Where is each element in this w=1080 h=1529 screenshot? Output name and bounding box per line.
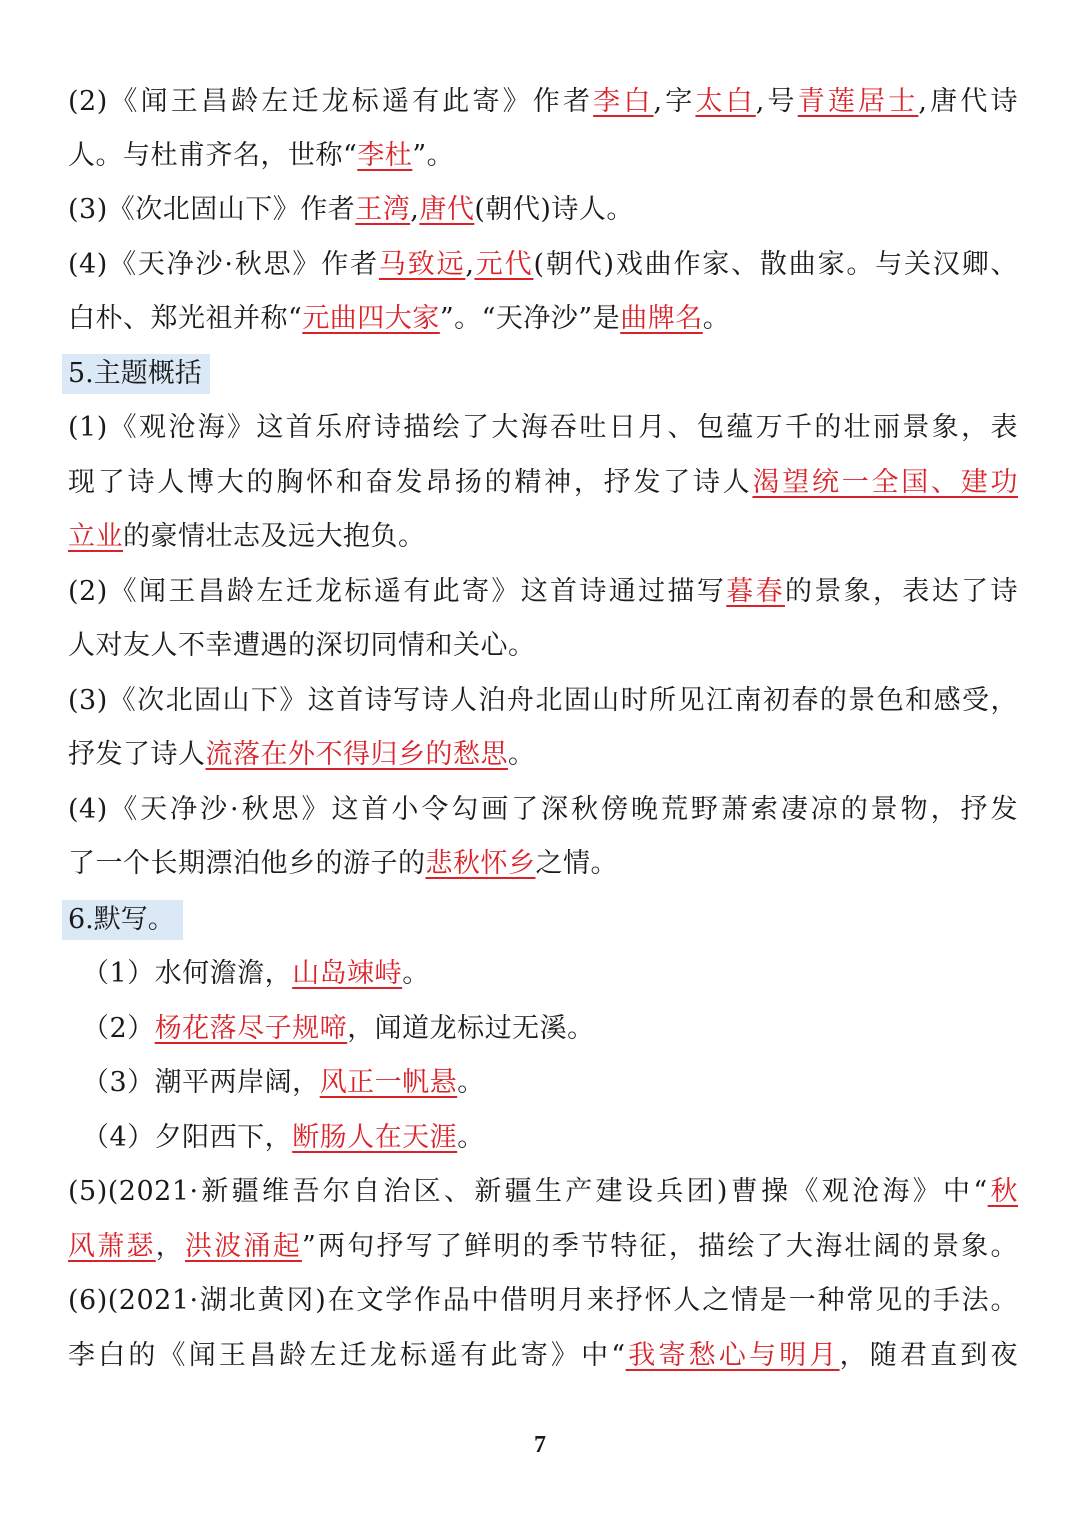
line-text: 的豪情壮志及远大抱负。 xyxy=(123,521,426,552)
answer-text: 秋 xyxy=(987,1176,1018,1207)
text-line xyxy=(82,954,1032,994)
line-text: （3）潮平两岸阔， xyxy=(82,1067,320,1098)
line-text: 的景象，表达了诗 xyxy=(784,576,1019,607)
line-text: 人对友人不幸遭遇的深切同情和关心。 xyxy=(68,630,536,661)
line-text: （4）夕阳西下， xyxy=(82,1122,293,1153)
text-line xyxy=(82,1009,1032,1049)
line-text: 了一个长期漂泊他乡的游子的 xyxy=(68,848,426,879)
line-text: 。 xyxy=(702,303,731,334)
answer-text: 李杜 xyxy=(357,140,413,171)
text-line xyxy=(68,844,1018,884)
text-line xyxy=(68,517,1018,557)
answer-text: 曲牌名 xyxy=(620,303,703,334)
line-text: , xyxy=(465,249,475,280)
line-text: (6)(2021·湖北黄冈)在文学作品中借明月来抒怀人之情是一种常见的手法。 xyxy=(68,1285,1018,1316)
line-text: ， xyxy=(155,1231,185,1262)
text-line xyxy=(68,1227,1018,1267)
text-line xyxy=(68,626,1018,666)
text-line xyxy=(68,463,1018,503)
text-line xyxy=(68,572,1018,612)
line-text: (4)《天净沙·秋思》这首小令勾画了深秋傍晚荒野萧索凄凉的景物，抒发 xyxy=(68,794,1018,825)
line-text: 。 xyxy=(508,739,536,770)
text-line xyxy=(68,790,1018,830)
answer-text: 渴望统一全国、建功 xyxy=(752,467,1019,498)
answer-text: 元代 xyxy=(474,249,534,280)
line-text: ”。“天净沙”是 xyxy=(439,303,621,334)
text-line xyxy=(68,299,1018,339)
line-text: ,号 xyxy=(755,86,798,117)
answer-text: 暮春 xyxy=(726,576,785,607)
answer-text: 唐代 xyxy=(419,194,475,225)
answer-text: 马致远 xyxy=(378,249,466,280)
answer-text: 李白 xyxy=(593,86,654,117)
answer-text: 洪波涌起 xyxy=(184,1231,302,1262)
page-number: 7 xyxy=(534,1432,546,1458)
text-line xyxy=(68,190,1018,230)
answer-text: 杨花落尽子规啼 xyxy=(154,1013,348,1044)
line-text: (2)《闻王昌龄左迁龙标遥有此寄》作者 xyxy=(68,86,594,117)
line-text: (朝代)诗人。 xyxy=(474,194,634,225)
line-text: （1）水何澹澹， xyxy=(82,958,293,989)
answer-text: 太白 xyxy=(695,86,756,117)
line-text: （2） xyxy=(82,1013,155,1044)
text-line xyxy=(68,82,1018,122)
answer-text: 风萧瑟 xyxy=(68,1231,156,1262)
answer-text: 山岛竦峙 xyxy=(292,958,403,989)
text-line xyxy=(82,1118,1032,1158)
line-text: 之情。 xyxy=(535,848,618,879)
line-text: 人。与杜甫齐名，世称“ xyxy=(68,140,358,171)
line-text: 。 xyxy=(457,1122,485,1153)
text-line xyxy=(68,735,1018,775)
line-text: (4)《天净沙·秋思》作者 xyxy=(68,249,379,280)
text-line xyxy=(68,1336,1018,1376)
line-text: ,唐代诗 xyxy=(918,86,1019,117)
answer-text: 风正一帆悬 xyxy=(319,1067,458,1098)
answer-text: 断肠人在天涯 xyxy=(292,1122,458,1153)
line-text: 白朴、郑光祖并称“ xyxy=(68,303,303,334)
text-line xyxy=(68,1172,1018,1212)
line-text: ”。 xyxy=(412,140,455,171)
line-text: (1)《观沧海》这首乐府诗描绘了大海吞吐日月、包蕴万千的壮丽景象，表 xyxy=(68,412,1018,443)
text-line xyxy=(68,681,1018,721)
line-text: ,字 xyxy=(653,86,696,117)
line-text: ”两句抒写了鲜明的季节特征，描绘了大海壮阔的景象。 xyxy=(301,1231,1019,1262)
line-text: (3)《次北固山下》作者 xyxy=(68,194,356,225)
line-text: (3)《次北固山下》这首诗写诗人泊舟北固山时所见江南初春的景色和感受， xyxy=(68,685,1018,716)
section-heading-theme: 5.主题概括 xyxy=(62,354,210,394)
line-text: 现了诗人博大的胸怀和奋发昂扬的精神，抒发了诗人 xyxy=(68,467,753,498)
line-text: 。 xyxy=(402,958,430,989)
answer-text: 流落在外不得归乡的愁思 xyxy=(205,739,508,770)
text-line xyxy=(68,245,1018,285)
answer-text: 王湾 xyxy=(355,194,411,225)
answer-text: 悲秋怀乡 xyxy=(425,848,536,879)
line-text: 李白的《闻王昌龄左迁龙标遥有此寄》中“ xyxy=(68,1340,626,1371)
section-heading-dictation: 6.默写。 xyxy=(62,900,183,940)
answer-text: 青莲居士 xyxy=(797,86,919,117)
answer-text: 元曲四大家 xyxy=(302,303,440,334)
line-text: 抒发了诗人 xyxy=(68,739,206,770)
text-line xyxy=(82,1063,1032,1103)
line-text: , xyxy=(410,194,420,225)
answer-text: 立业 xyxy=(68,521,123,552)
text-line xyxy=(68,136,1018,176)
line-text: 。 xyxy=(457,1067,485,1098)
line-text: (5)(2021·新疆维吾尔自治区、新疆生产建设兵团)曹操《观沧海》中“ xyxy=(68,1176,988,1207)
line-text: (朝代)戏曲作家、散曲家。与关汉卿、 xyxy=(533,249,1019,280)
text-line xyxy=(68,1281,1018,1321)
answer-text: 我寄愁心与明月 xyxy=(625,1340,840,1371)
line-text: ，随君直到夜 xyxy=(839,1340,1018,1371)
text-line xyxy=(68,408,1018,448)
line-text: (2)《闻王昌龄左迁龙标遥有此寄》这首诗通过描写 xyxy=(68,576,727,607)
line-text: ，闻道龙标过无溪。 xyxy=(347,1013,595,1044)
